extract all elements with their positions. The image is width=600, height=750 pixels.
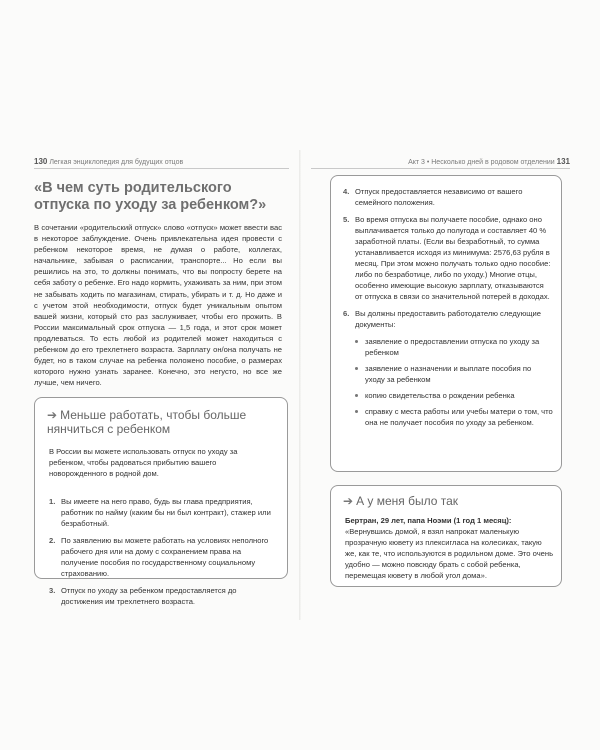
item-number: 3.	[49, 586, 56, 595]
bullet-icon	[355, 340, 358, 343]
list-item	[49, 496, 271, 529]
list-item	[343, 186, 553, 208]
question-title: «В чем суть родительского отпуска по уходу за ребенком?»	[34, 180, 267, 213]
conditions-numbered-list	[343, 186, 553, 330]
item-text: Отпуск по уходу за ребенком предоставляется до достижения им трехлетнего возраста.	[61, 586, 237, 606]
bullet-icon	[355, 367, 358, 370]
item-text: копию свидетельства о рождении ребенка	[365, 391, 515, 400]
callout-intro: В России вы можете использовать отпуск по уходу за ребенком, чтобы радоваться прибытию вашего новорожденного в родной дом.	[49, 447, 238, 478]
list-item	[355, 390, 553, 401]
item-text: Вы имеете на него право, будь вы глава предприятия, работник по найму (каким бы ни был контракт), стажер или безработный.	[61, 497, 271, 528]
item-text: Во время отпуска вы получаете пособие, однако оно выплачивается только до полугода и составляет 40 % заработной платы. (Если вы безработный, то сумма устанавливается исходя из минимума: 2576,63 рубля в месяц. При этом можно получать только одно пособие: либо по безработице, либо по уходу.) Многие отцы, особенно имеющие высокую зарплату, отказываются от отпуска в связи со значительной потерей в доходах.	[355, 215, 551, 301]
left-book-title: Легкая энциклопедия для будущих отцов	[49, 159, 184, 166]
arrow-icon: ➔	[47, 408, 58, 422]
right-running-head	[408, 157, 570, 166]
callout-heading-text: Меньше работать, чтобы больше нянчиться с ребенком	[47, 408, 247, 436]
work-less-callout	[34, 397, 288, 606]
list-item	[355, 406, 553, 428]
item-number: 4.	[343, 187, 350, 196]
item-number: 1.	[49, 497, 56, 506]
list-item	[355, 363, 553, 385]
callout-numbered-list	[49, 496, 271, 613]
bullet-icon	[355, 394, 358, 397]
bullet-icon	[355, 410, 358, 413]
testimonial-heading	[343, 494, 458, 508]
leave-conditions-content	[343, 186, 553, 433]
page-gutter	[299, 150, 301, 620]
list-item	[49, 585, 271, 607]
item-text: справку с места работы или учебы матери о том, что она не получает пособия по уходу за ребенком.	[365, 407, 553, 427]
testimonial-text: «Вернувшись домой, я взял напрокат маленькую прозрачную кювету из плексигласа на колесиках, такую же, как те, что используются в родильном доме. Это очень удобно — можно повсюду брать с собой ребенка, перемещая кювету в любой угол дома».	[345, 527, 554, 580]
item-text: Вы должны предоставить работодателю следующие документы:	[355, 309, 541, 329]
item-text: По заявлению вы можете работать на условиях неполного рабочего дня или на дому с сохранением права на получение пособия по государственному социальному страхованию.	[61, 536, 269, 578]
list-item	[343, 214, 553, 302]
item-number: 2.	[49, 536, 56, 545]
list-item	[49, 535, 271, 579]
body-paragraph: В сочетании «родительский отпуск» слово «отпуск» может ввести вас в некоторое заблуждение. Очень привлекательна идея провести с ребенком некоторое время, не думая о работе, коллегах, начальнике, забывая о расписании, транспорте... Но если вы решились на это, то должны понимать, что вы попросту берете на себя заботу о ребенке. Его надо кормить, ухаживать за ним, при этом не забывать ходить по магазинам, стирать, убирать и т. д. Но даже и с учетом этой необходимости, отпуск будет уникальным опытом вашей жизни, который сто раз заслуживает, чтобы его прожить. В России максимальный срок отпуска — 1,5 года, и этот срок может продлеваться. То есть любой из родителей может находиться с ребенком до его трехлетнего возраста. Зарплату он/она получать не будет, но в таком случае на ребенка положено пособие, о размерах которого нужно узнать заранее. Конечно, это негусто, но все же лучше, чем ничего.	[34, 223, 282, 388]
testimonial-heading-text: А у меня было так	[356, 494, 459, 508]
left-header-rule	[34, 168, 289, 169]
item-text: заявление о предоставлении отпуска по уходу за ребенком	[365, 337, 540, 357]
right-header-rule	[311, 168, 570, 169]
leave-conditions-box	[330, 175, 562, 472]
list-item	[343, 308, 553, 330]
list-item	[355, 336, 553, 358]
left-page-content	[34, 176, 282, 388]
testimonial-author: Бертран, 29 лет, папа Ноэми (1 год 1 месяц):	[345, 516, 512, 525]
right-section-title: Акт 3 • Несколько дней в родовом отделении	[408, 159, 555, 166]
left-page-number: 130	[34, 157, 48, 166]
item-text: заявление о назначении и выплате пособия по уходу за ребенком	[365, 364, 532, 384]
callout-heading	[47, 408, 277, 436]
testimonial-box	[330, 485, 562, 587]
item-number: 5.	[343, 215, 350, 224]
arrow-icon: ➔	[343, 494, 354, 508]
right-page-number: 131	[556, 157, 570, 166]
item-text: Отпуск предоставляется независимо от вашего семейного положения.	[355, 187, 523, 207]
documents-bullet-list	[355, 336, 553, 428]
item-number: 6.	[343, 309, 350, 318]
left-running-head	[34, 157, 183, 166]
